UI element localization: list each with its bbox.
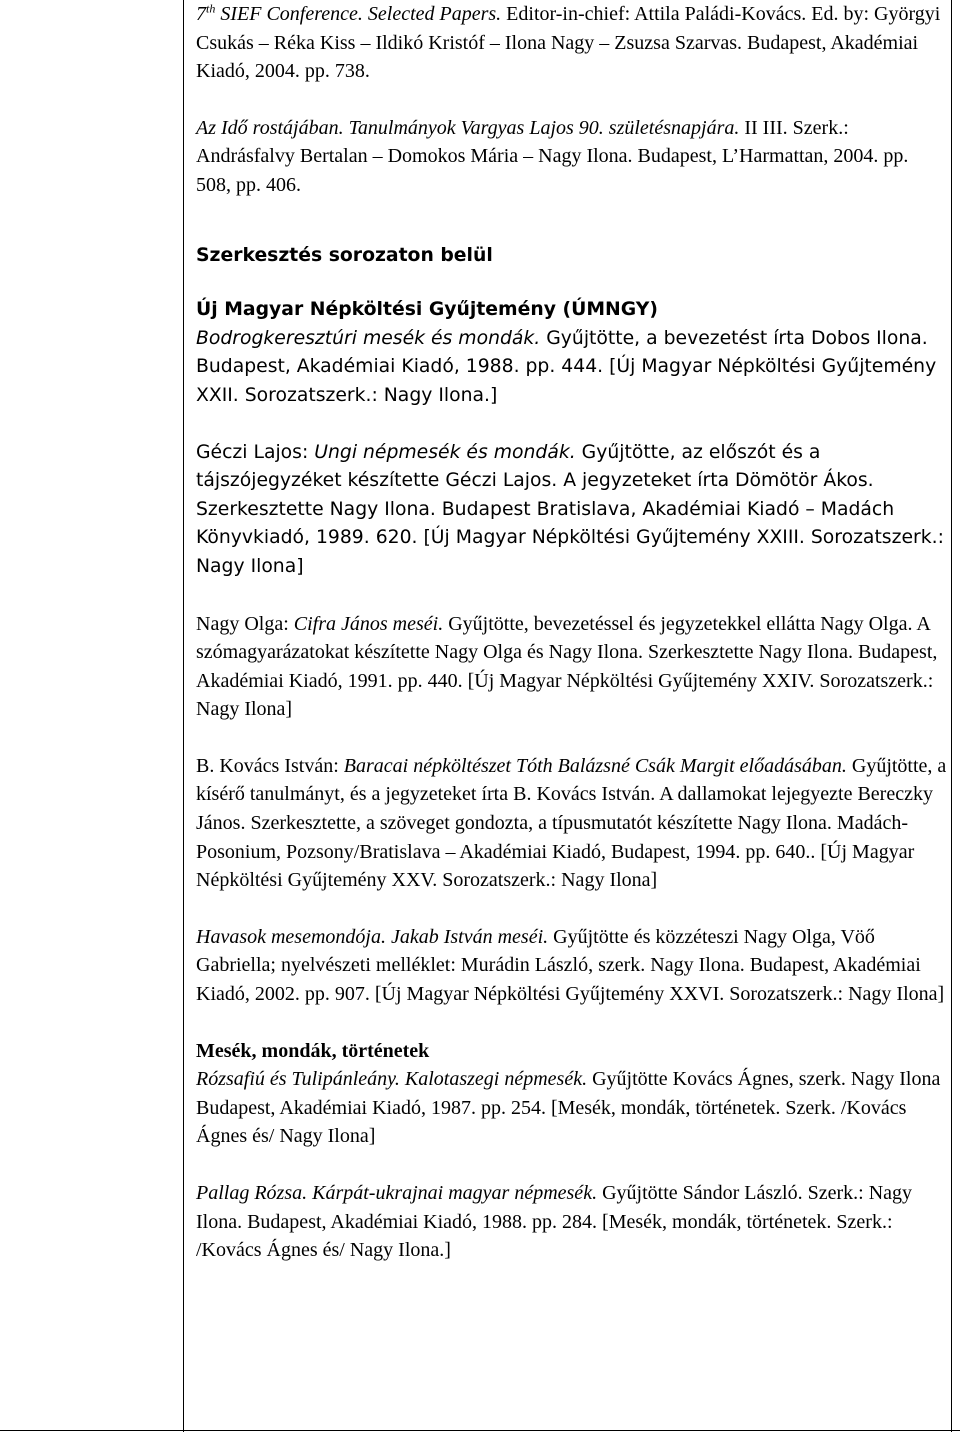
ordinal-suffix: th: [206, 1, 216, 16]
bib-entry: [196, 1179, 948, 1265]
entry-title: Baracai népköltészet Tóth Balázsné Csák Margit előadásában.: [343, 754, 847, 777]
series-subheading: Új Magyar Népköltési Gyűjtemény (ÚMNGY): [196, 299, 658, 321]
section-series-editing: [196, 242, 948, 271]
entry-author: Géczi Lajos:: [196, 441, 315, 463]
entry-text: Gyűjtötte és közzéteszi Nagy Olga, Vöő Gabriella; nyelvészeti melléklet: Murádin László, szerk. Nagy Ilona. Budapest, Akadémiai Kiadó, 2002. pp. 907. [Új Magyar Népköltési Gyűjtemény XXVI. Sorozatszerk.: Nagy Ilona]: [196, 925, 945, 1006]
bib-entry: [196, 923, 948, 1009]
section-heading: Mesék, mondák, történetek: [196, 1039, 430, 1062]
entry-title: Ungi népmesék és mondák.: [314, 441, 576, 463]
table-bottom-border: [0, 1430, 960, 1431]
entry-title: Bodrogkeresztúri mesék és mondák.: [196, 327, 541, 349]
entry-text: Editor-in-chief: Attila Paládi-Kovács. Ed. by: Györgyi Csukás – Réka Kiss – Ildikó Kristóf – Ilona Nagy – Zsuzsa Szarvas. Budapest, Akadémiai Kiadó, 2004. pp. 738.: [196, 3, 941, 83]
entry-title: Havasok mesemondója. Jakab István meséi.: [196, 925, 549, 948]
entry-text: Gyűjtötte Kovács Ágnes, szerk. Nagy Ilona Budapest, Akadémiai Kiadó, 1987. pp. 254. [Mesék, mondák, történetek. Szerk. /Kovács Ágnes és/ Nagy Ilona]: [196, 1068, 941, 1148]
table-right-border: [951, 0, 952, 1432]
entry-author: B. Kovács István:: [196, 754, 344, 777]
entry-title: Cifra János meséi.: [293, 612, 444, 635]
entry-text: Gyűjtötte, az előszót és a tájszójegyzéket készítette Géczi Lajos. A jegyzeteket írta Dömötör Ákos. Szerkesztette Nagy Ilona. Budapest Bratislava, Akadémiai Kiadó – Madách Könyvkiadó, 1989. 620. [Új Magyar Népköltési Gyűjtemény XXIII. Sorozatszerk.: Nagy Ilona]: [196, 441, 944, 577]
entry-title-text: SIEF Conference. Selected Papers.: [215, 3, 502, 25]
entry-title: Rózsafiú és Tulipánleány. Kalotaszegi népmesék.: [196, 1068, 588, 1091]
entry-text: Gyűjtötte, a kísérő tanulmányt, és a jegyzeteket írta B. Kovács István. A dallamokat lejegyezte Bereczky János. Szerkesztette, a szöveget gondozta, a típusmutatót készítette Nagy Ilona. Madách-Posonium, Pozsony/Bratislava – Akadémiai Kiadó, Budapest, 1994. pp. 640.. [Új Magyar Népköltési Gyűjtemény XXV. Sorozatszerk.: Nagy Ilona]: [196, 754, 947, 892]
bib-entry: [196, 610, 948, 724]
entry-title: [196, 3, 501, 25]
bib-entry: [196, 439, 948, 582]
entry-text: Gyűjtötte, a bevezetést írta Dobos Ilona. Budapest, Akadémiai Kiadó, 1988. pp. 444. [Új Magyar Népköltési Gyűjtemény XXII. Sorozatszerk.: Nagy Ilona.]: [196, 327, 937, 406]
entry-title: Az Idő rostájában. Tanulmányok Vargyas Lajos 90. születésnapjára.: [196, 116, 740, 139]
entry-text: Gyűjtötte, bevezetéssel és jegyzetekkel ellátta Nagy Olga. A szómagyarázatokat készítette Nagy Olga és Nagy Ilona. Szerkesztette Nagy Ilona. Budapest, Akadémiai Kiadó, 1991. pp. 440. [Új Magyar Népköltési Gyűjtemény XXIV. Sorozatszerk.: Nagy Ilona]: [196, 612, 938, 721]
ordinal-number: 7: [196, 3, 206, 25]
entry-text: Gyűjtötte Sándor László. Szerk.: Nagy Ilona. Budapest, Akadémiai Kiadó, 1988. pp. 284. [Mesék, mondák, történetek. Szerk.: /Kovács Ágnes és/ Nagy Ilona.]: [196, 1182, 913, 1262]
bibliography-cell: [196, 0, 948, 1265]
entry-author: Nagy Olga:: [196, 612, 294, 635]
bib-entry: [196, 1037, 948, 1151]
entry-title: Pallag Rózsa. Kárpát-ukrajnai magyar népmesék.: [196, 1182, 598, 1204]
table-left-border: [183, 0, 184, 1432]
section-heading: Szerkesztés sorozaton belül: [196, 244, 493, 266]
bib-entry: [196, 296, 948, 410]
bib-entry: [196, 752, 948, 895]
bib-entry: [196, 0, 948, 86]
bib-entry: [196, 114, 948, 200]
entry-text: II III. Szerk.: Andrásfalvy Bertalan – Domokos Mária – Nagy Ilona. Budapest, L’Harmattan, 2004. pp. 508, pp. 406.: [196, 116, 909, 196]
